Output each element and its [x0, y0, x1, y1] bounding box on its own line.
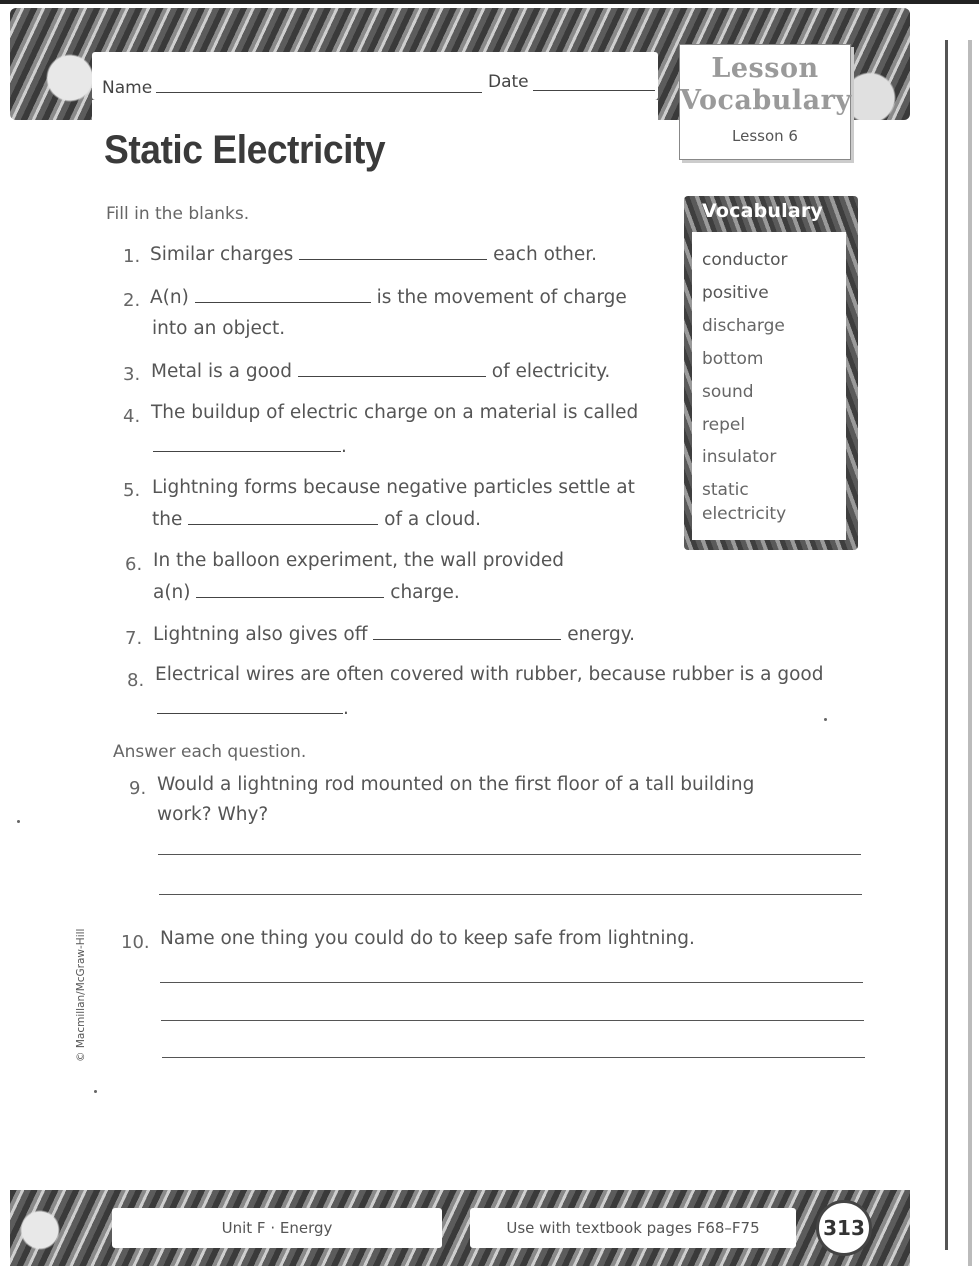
- answer-line[interactable]: [161, 1020, 864, 1021]
- answer-blank[interactable]: [188, 523, 378, 525]
- scan-speck: [824, 718, 827, 721]
- scan-speck: [94, 1090, 97, 1093]
- answer-blank[interactable]: [153, 450, 341, 452]
- answer-blank[interactable]: [157, 712, 343, 714]
- question-4-blank-line: [153, 436, 347, 457]
- page-edge: [968, 40, 972, 1266]
- question-2: [150, 287, 627, 308]
- question-3: [151, 361, 610, 382]
- question-text: Electrical wires are often covered with rubber, because rubber is a good: [155, 664, 824, 685]
- question-text: of electricity.: [491, 361, 611, 382]
- question-text: each other.: [493, 244, 598, 265]
- name-label: Name: [102, 78, 153, 98]
- page-edge: [945, 40, 948, 1250]
- question-text: Would a lightning rod mounted on the first floor of a tall building: [157, 774, 755, 795]
- question-1: [150, 244, 597, 265]
- lesson-box-title: Vocabulary: [680, 85, 852, 116]
- question-text: Name one thing you could do to keep safe from lightning.: [160, 928, 695, 949]
- question-text: Metal is a good: [151, 361, 292, 382]
- lesson-number: Lesson 6: [732, 127, 798, 145]
- question-number: 4.: [123, 406, 141, 427]
- answer-blank[interactable]: [298, 375, 486, 377]
- question-6-line-2: [153, 582, 460, 603]
- question-text: A(n): [150, 287, 189, 308]
- date-field[interactable]: [533, 90, 655, 91]
- page-number: 313: [816, 1200, 872, 1256]
- question-number: 1.: [123, 246, 141, 267]
- question-number: 2.: [123, 290, 141, 311]
- question-number: 10.: [121, 932, 150, 953]
- question-text: .: [343, 698, 349, 719]
- date-label: Date: [488, 72, 529, 92]
- question-number: 5.: [123, 480, 141, 501]
- fill-in-instructions: Fill in the blanks.: [106, 204, 250, 224]
- answer-line[interactable]: [162, 1057, 865, 1058]
- question-text: .: [341, 436, 347, 457]
- vocab-word: static: [702, 480, 749, 500]
- answer-blank[interactable]: [299, 258, 487, 260]
- scan-speck: [17, 820, 20, 823]
- question-5-line-2: [152, 509, 481, 530]
- question-number: 6.: [125, 554, 143, 575]
- answer-instructions: Answer each question.: [113, 742, 307, 762]
- question-text: Similar charges: [150, 244, 294, 265]
- question-number: 8.: [127, 670, 145, 691]
- page-title: Static Electricity: [104, 128, 386, 172]
- answer-line[interactable]: [159, 894, 862, 895]
- question-text: of a cloud.: [384, 509, 482, 530]
- question-text: a(n): [153, 582, 191, 603]
- question-text: Lightning forms because negative particles settle at: [152, 477, 635, 498]
- answer-line[interactable]: [158, 854, 861, 855]
- textbook-pages-label: Use with textbook pages F68–F75: [470, 1208, 796, 1248]
- question-8-blank-line: [157, 698, 349, 719]
- question-text: the: [152, 509, 183, 530]
- answer-blank[interactable]: [195, 301, 371, 303]
- title-background: [92, 100, 658, 124]
- answer-blank[interactable]: [196, 596, 384, 598]
- vocab-word: electricity: [702, 504, 787, 524]
- question-text: work? Why?: [157, 804, 269, 825]
- copyright-notice: © Macmillan/McGraw-Hill: [75, 928, 87, 1062]
- answer-blank[interactable]: [373, 638, 561, 640]
- vocab-word: bottom: [702, 349, 764, 369]
- question-text: In the balloon experiment, the wall provided: [153, 550, 565, 571]
- lesson-box-title: Lesson: [711, 53, 819, 84]
- question-text: energy.: [567, 624, 635, 645]
- answer-line[interactable]: [160, 982, 863, 983]
- question-text: The buildup of electric charge on a material is called: [151, 402, 639, 423]
- question-number: 9.: [129, 778, 147, 799]
- vocab-word: positive: [702, 283, 769, 303]
- question-text: Lightning also gives off: [153, 624, 368, 645]
- name-field[interactable]: [156, 92, 482, 93]
- vocab-word: sound: [702, 382, 754, 402]
- question-number: 7.: [125, 628, 143, 649]
- question-number: 3.: [123, 364, 141, 385]
- question-text: is the movement of charge: [376, 287, 627, 308]
- lesson-vocabulary-box: [679, 44, 851, 160]
- vocab-word: insulator: [702, 447, 777, 467]
- vocab-word: discharge: [702, 316, 785, 336]
- unit-label: Unit F · Energy: [112, 1208, 442, 1248]
- question-text: charge.: [390, 582, 460, 603]
- question-7: [153, 624, 635, 645]
- page-edge: [0, 0, 979, 4]
- vocab-word: conductor: [702, 250, 788, 270]
- vocab-word: repel: [702, 415, 746, 435]
- question-text: into an object.: [152, 318, 286, 339]
- vocabulary-heading: Vocabulary: [702, 200, 824, 222]
